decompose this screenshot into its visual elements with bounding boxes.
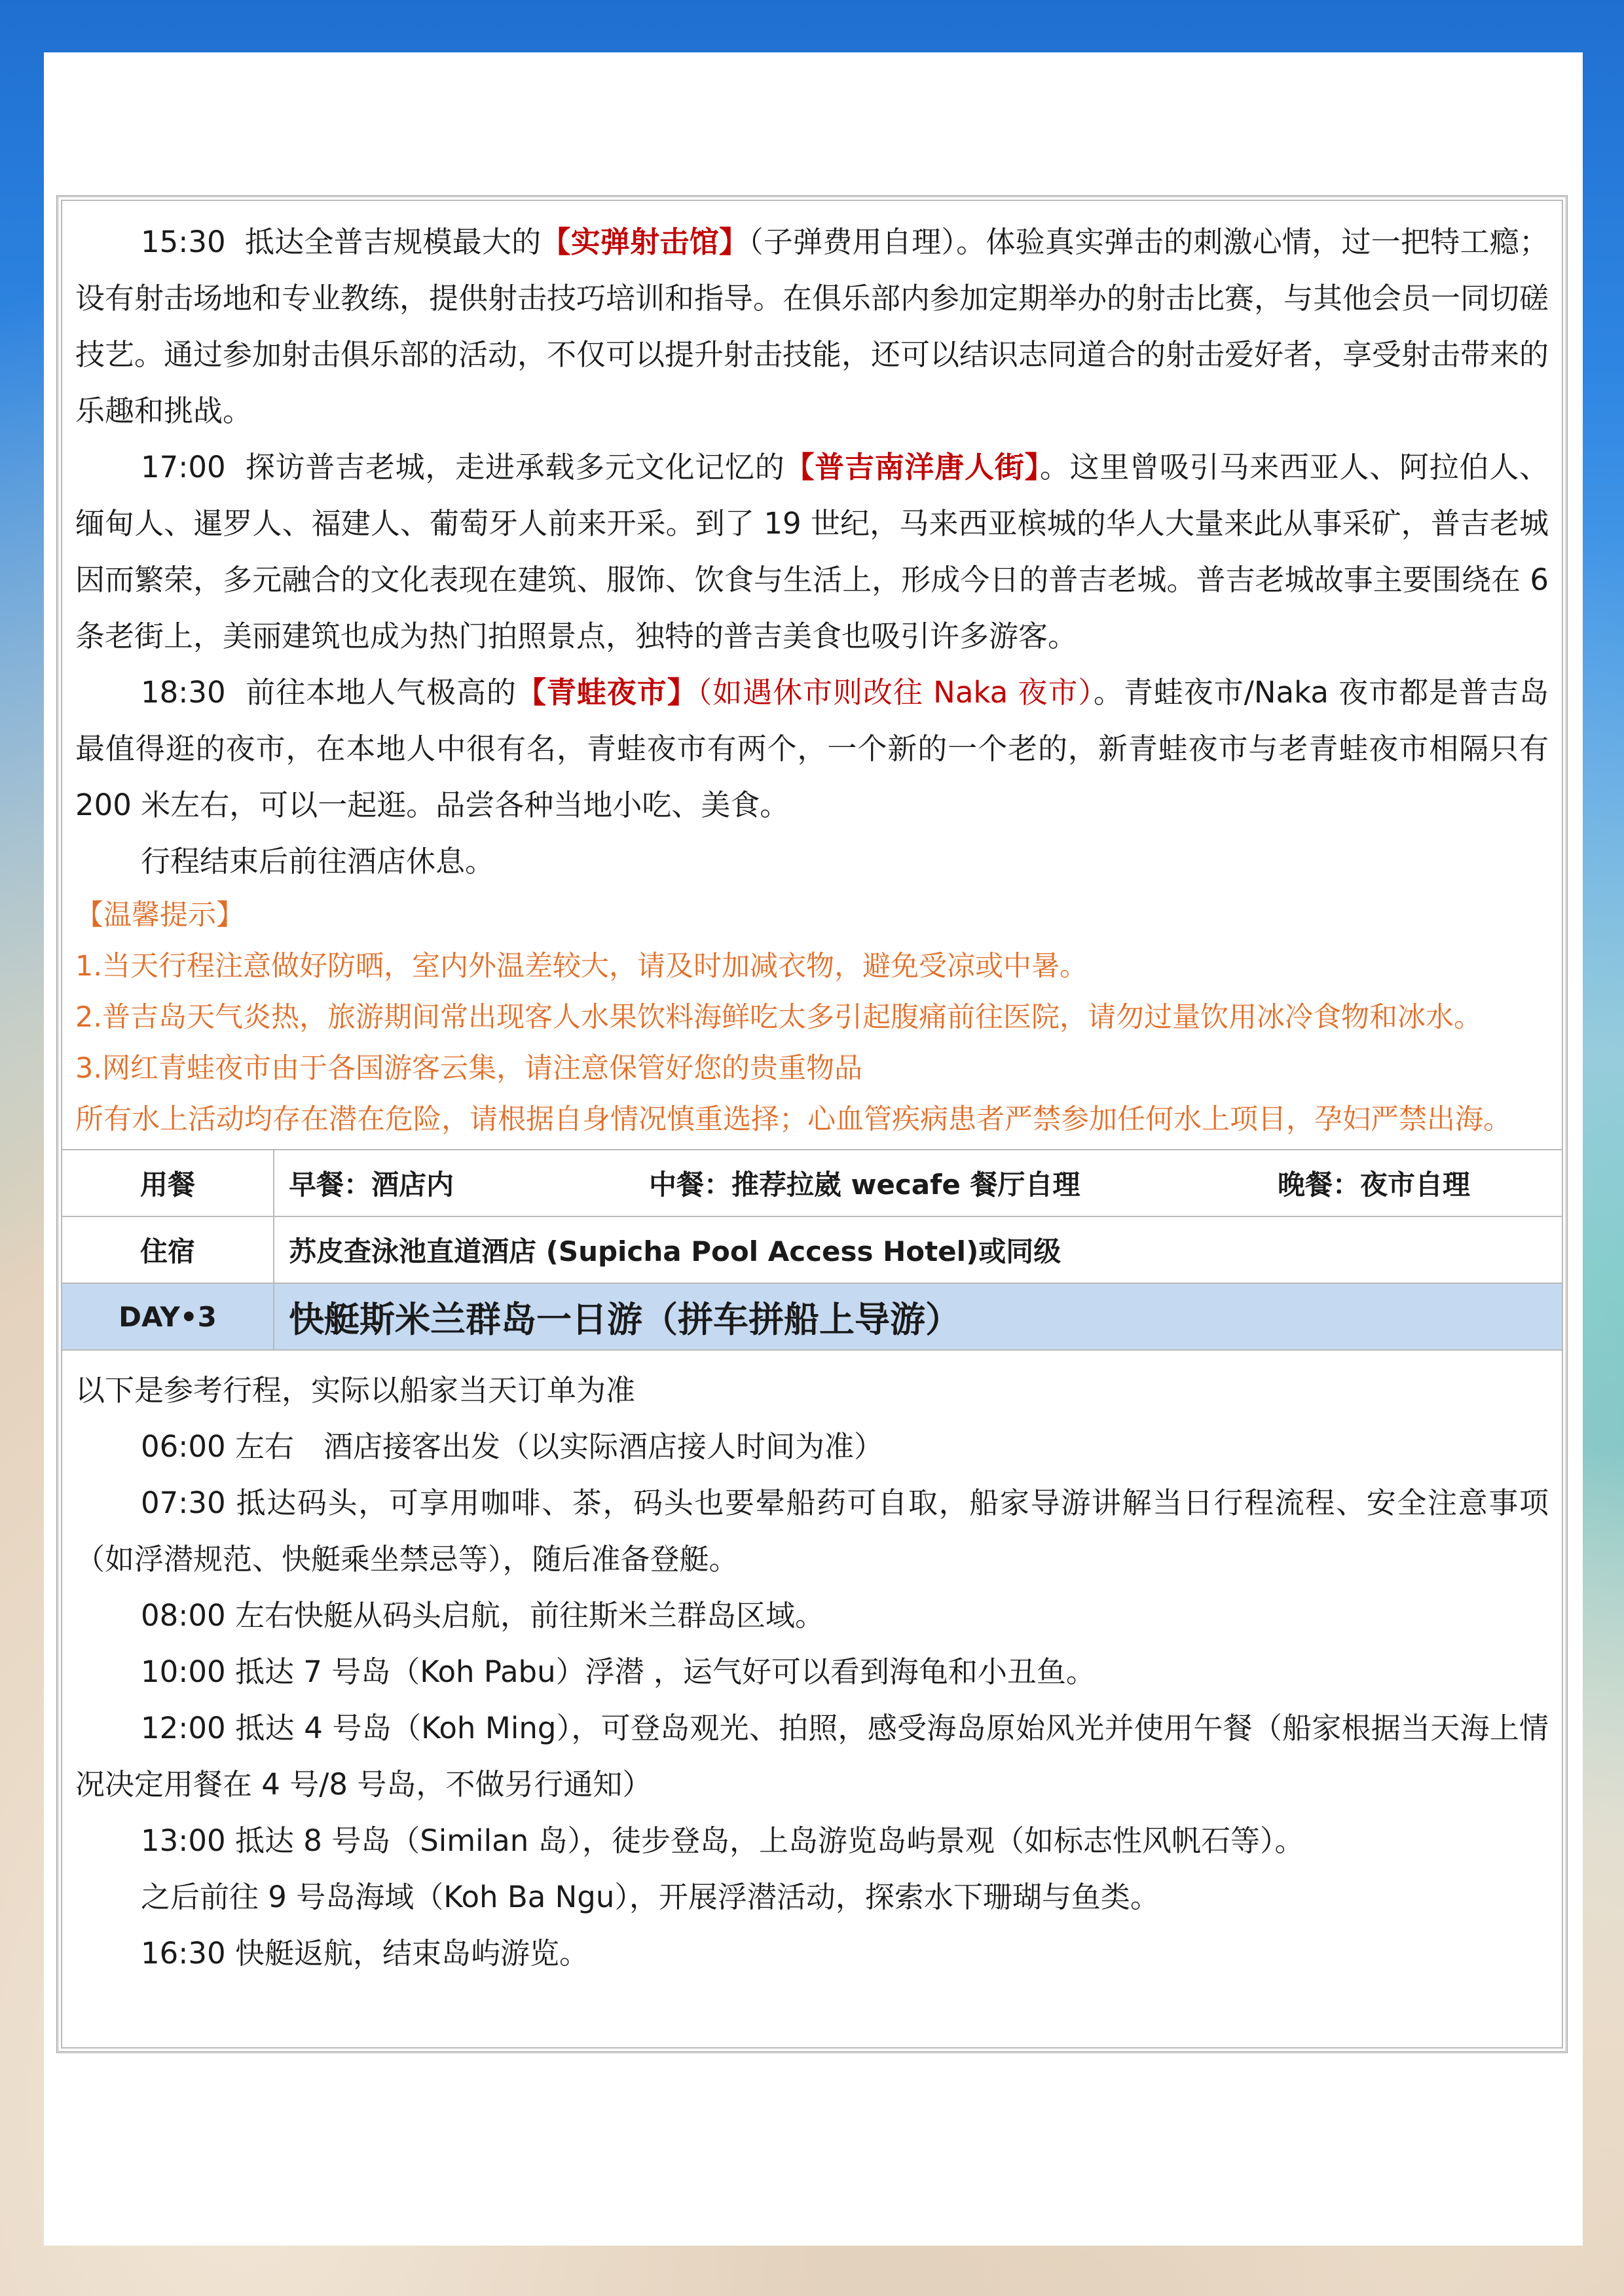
paragraph-text: 探访普吉老城，走进承载多元文化记忆的 [245, 450, 785, 484]
meals-value [274, 1150, 1562, 1216]
lodging-row [62, 1216, 1562, 1283]
paragraph-text: 。这里曾吸引马来西亚人、阿拉伯人、缅甸人、暹罗人、福建人、葡萄牙人前来开采。到了 19 世纪，马来西亚槟城的华人大量来此从事采矿，普吉老城因而繁荣，多元融合的文化表现在建筑、服饰、饮食与生活上，形成今日的普吉老城。普吉老城故事主要围绕在 6 条老街上，美丽建筑也成为热门拍照景点，独特的普吉美食也吸引许多游客。 [75, 450, 1549, 653]
day3-item: 06:00 左右 酒店接客出发（以实际酒店接人时间为准） [141, 1429, 883, 1464]
itinerary-paragraph-1700 [75, 439, 1549, 665]
lodging-value: 苏皮查泳池直道酒店 (Supicha Pool Access Hotel)或同级 [274, 1216, 1562, 1283]
time-label: 15:30 [141, 225, 226, 259]
paragraph-text: 前往本地人气极高的 [246, 675, 517, 710]
paragraph-text: 。青蛙夜市/Naka 夜市都是普吉岛最值得逛的夜市，在本地人中很有名，青蛙夜市有两个，一个新的一个老的，新青蛙夜市与老青蛙夜市相隔只有 200 米左右，可以一起逛。品尝各种当地小吃、美食。 [75, 675, 1549, 822]
lodging-label: 住宿 [62, 1216, 274, 1283]
highlight-night-market: 【青蛙夜市】 [516, 675, 697, 710]
meals-row [62, 1150, 1562, 1216]
lunch-text: 中餐：推荐拉崴 wecafe 餐厅自理 [649, 1169, 1080, 1201]
time-label: 18:30 [141, 675, 226, 710]
tip-item: 2.普吉岛天气炎热，旅游期间常出现客人水果饮料海鲜吃太多引起腹痛前往医院，请勿过量饮用冰冷食物和冰水。 [75, 1001, 1483, 1034]
day3-section [62, 1349, 1562, 1982]
itinerary-inner [61, 200, 1563, 2049]
highlight-chinatown: 【普吉南洋唐人街】 [784, 450, 1040, 484]
day3-header-row [62, 1283, 1562, 1349]
tip-item: 3.网红青蛙夜市由于各国游客云集，请注意保管好您的贵重物品 [75, 1052, 863, 1085]
day3-item: 之后前往 9 号岛海域（Koh Ba Ngu），开展浮潜活动，探索水下珊瑚与鱼类。 [141, 1880, 1160, 1914]
day2-afternoon-section [62, 201, 1562, 1149]
meals-lodging-table [62, 1149, 1562, 1349]
day3-item: 12:00 抵达 4 号岛（Koh Ming），可登岛观光、拍照，感受海岛原始风光并使用午餐（船家根据当天海上情况决定用餐在 4 号/8 号岛，不做另行通知） [75, 1711, 1549, 1802]
time-label: 17:00 [141, 450, 226, 484]
day3-item: 07:30 抵达码头，可享用咖啡、茶，码头也要晕船药可自取，船家导游讲解当日行程流程、安全注意事项（如浮潜规范、快艇乘坐禁忌等），随后准备登艇。 [75, 1485, 1549, 1576]
paragraph-text: （子弹费用自理）。体验真实弹击的刺激心情，过一把特工瘾；设有射击场地和专业教练，提供射击技巧培训和指导。在俱乐部内参加定期举办的射击比赛，与其他会员一同切磋技艺。通过参加射击俱乐部的活动，不仅可以提升射击技能，还可以结识志同道合的射击爱好者，享受射击带来的乐趣和挑战。 [75, 225, 1549, 428]
day3-item: 13:00 抵达 8 号岛（Similan 岛），徒步登岛，上岛游览岛屿景观（如标志性风帆石等）。 [141, 1823, 1304, 1858]
day3-item: 08:00 左右快艇从码头启航，前往斯米兰群岛区域。 [141, 1598, 824, 1633]
tips-heading: 【温馨提示】 [75, 899, 244, 932]
highlight-shooting-range: 【实弹射击馆】 [541, 225, 749, 259]
itinerary-paragraph-1530 [75, 214, 1549, 439]
meals-label: 用餐 [62, 1150, 274, 1216]
tip-item: 所有水上活动均存在潜在危险，请根据自身情况慎重选择；心血管疾病患者严禁参加任何水上项目，孕妇严禁出海。 [75, 1103, 1511, 1136]
itinerary-paragraph-end: 行程结束后前往酒店休息。 [141, 844, 495, 879]
dinner-text: 晚餐：夜市自理 [1278, 1169, 1471, 1201]
itinerary-frame [56, 195, 1568, 2053]
day3-item: 10:00 抵达 7 号岛（Koh Pabu）浮潜 ，运气好可以看到海龟和小丑鱼。 [141, 1654, 1096, 1689]
itinerary-paragraph-1830 [75, 665, 1549, 833]
tip-item: 1.当天行程注意做好防晒，室内外温差较大，请及时加减衣物，避免受凉或中暑。 [75, 950, 1088, 983]
day3-label: DAY•3 [62, 1283, 274, 1349]
night-market-note: （如遇休市则改往 Naka 夜市） [697, 675, 1094, 710]
day3-item: 16:30 快艇返航，结束岛屿游览。 [141, 1936, 589, 1971]
day3-intro: 以下是参考行程，实际以船家当天订单为准 [75, 1373, 636, 1408]
paragraph-text: 抵达全普吉规模最大的 [244, 225, 542, 259]
breakfast-text: 早餐：酒店内 [289, 1169, 454, 1201]
day3-title: 快艇斯米兰群岛一日游（拼车拼船上导游） [274, 1283, 1562, 1349]
